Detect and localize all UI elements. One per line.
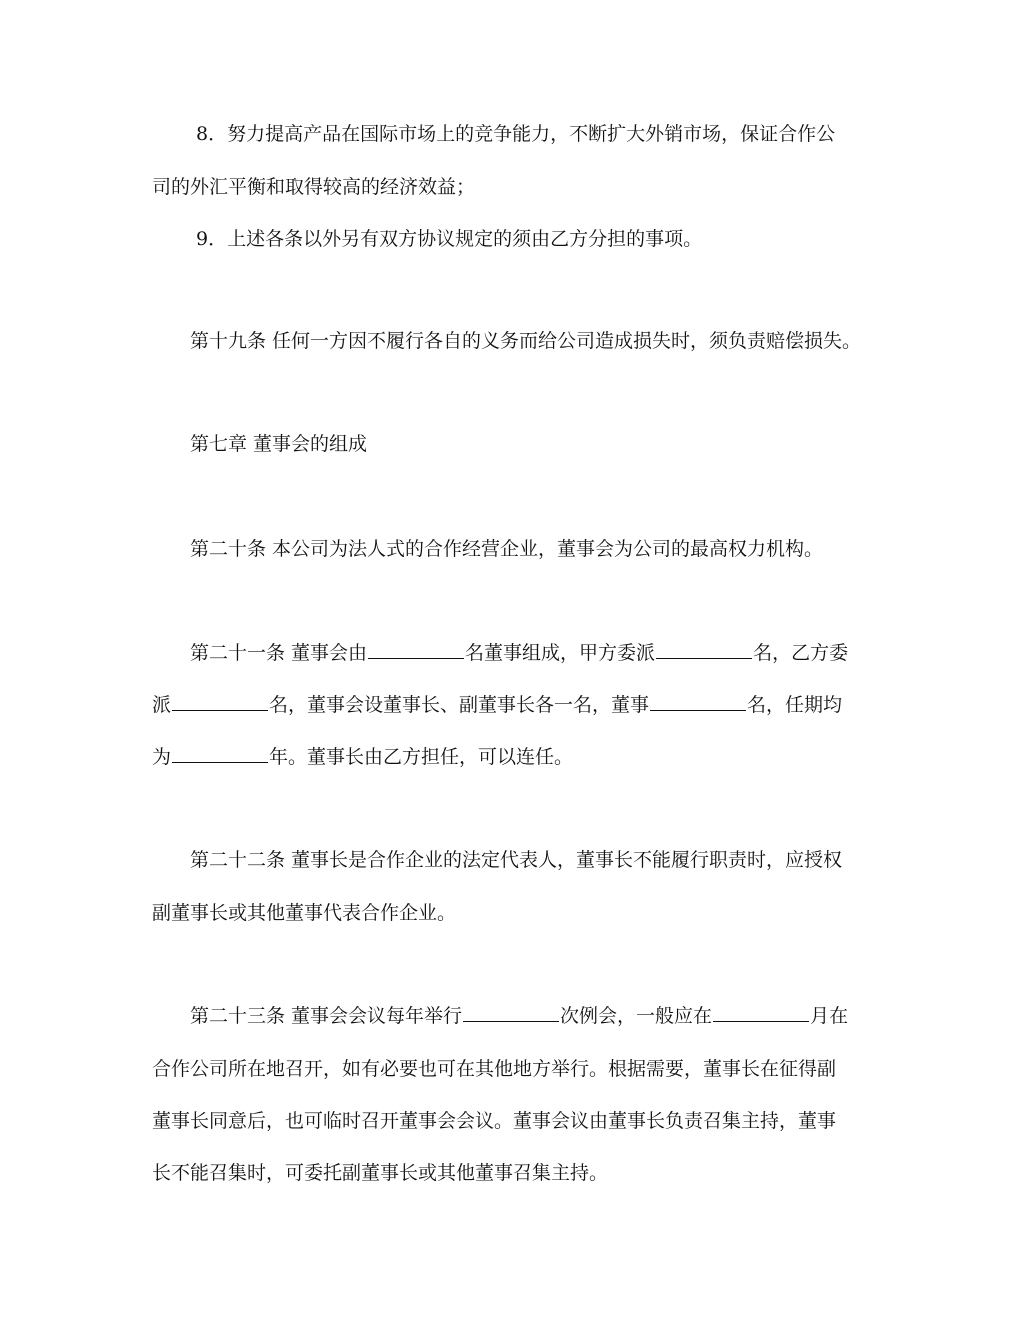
article-23-line-2 (152, 1057, 892, 1081)
blank-field (368, 641, 464, 659)
article-21-text-3b: 年。董事长由乙方担任，可以连任。 (269, 746, 574, 768)
article-21-text-1b: 名董事组成，甲方委派 (465, 642, 656, 664)
item-8-text-1: 8．努力提高产品在国际市场上的竞争能力，不断扩大外销市场，保证合作公 (196, 123, 836, 145)
blank-field (650, 693, 746, 711)
chapter-7-heading-text: 第七章 董事会的组成 (190, 433, 368, 455)
article-23-text-3: 董事长同意后，也可临时召开董事会会议。董事会议由董事长负责召集主持，董事 (152, 1110, 837, 1132)
chapter-7-heading (190, 432, 930, 456)
item-9-line-1 (196, 227, 936, 251)
article-23-text-1a: 第二十三条 董事会会议每年举行 (190, 1005, 463, 1027)
article-21-text-1a: 第二十一条 董事会由 (190, 642, 368, 664)
article-21-text-2b: 名，董事会设董事长、副董事长各一名，董事 (269, 694, 650, 716)
article-21-line-3 (152, 745, 892, 769)
article-21-text-1c: 名，乙方委 (753, 642, 849, 664)
article-21-text-2a: 派 (152, 694, 172, 716)
article-22-text-2: 副董事长或其他董事代表合作企业。 (152, 902, 457, 924)
article-20-text: 第二十条 本公司为法人式的合作经营企业，董事会为公司的最高权力机构。 (190, 538, 824, 560)
article-21-text-2c: 名，任期均 (747, 694, 843, 716)
blank-field (713, 1004, 809, 1022)
article-22-line-2 (152, 901, 892, 925)
item-9-text: 9．上述各条以外另有双方协议规定的须由乙方分担的事项。 (196, 228, 703, 250)
blank-field (172, 693, 268, 711)
article-23-text-1b: 次例会，一般应在 (560, 1005, 713, 1027)
article-22-text-1: 第二十二条 董事长是合作企业的法定代表人，董事长不能履行职责时，应授权 (190, 849, 843, 871)
article-21-line-1 (190, 641, 930, 665)
article-23-line-3 (152, 1109, 892, 1133)
item-8-text-2: 司的外汇平衡和取得较高的经济效益； (152, 176, 476, 198)
article-21-text-3a: 为 (152, 746, 172, 768)
article-23-line-4 (152, 1161, 892, 1185)
blank-field (172, 745, 268, 763)
article-20-line-1 (190, 537, 930, 561)
blank-field (656, 641, 752, 659)
article-19-line-1 (190, 329, 930, 353)
item-8-line-1 (196, 122, 936, 146)
item-8-line-2 (152, 175, 892, 199)
article-23-text-1c: 月在 (810, 1005, 849, 1027)
article-23-line-1 (190, 1004, 930, 1028)
article-23-text-4: 长不能召集时，可委托副董事长或其他董事召集主持。 (152, 1162, 609, 1184)
article-21-line-2 (152, 693, 892, 717)
article-19-text: 第十九条 任何一方因不履行各自的义务而给公司造成损失时，须负责赔偿损失。 (190, 330, 862, 352)
blank-field (463, 1004, 559, 1022)
article-23-text-2: 合作公司所在地召开，如有必要也可在其他地方举行。根据需要，董事长在征得副 (152, 1058, 837, 1080)
article-22-line-1 (190, 848, 930, 872)
